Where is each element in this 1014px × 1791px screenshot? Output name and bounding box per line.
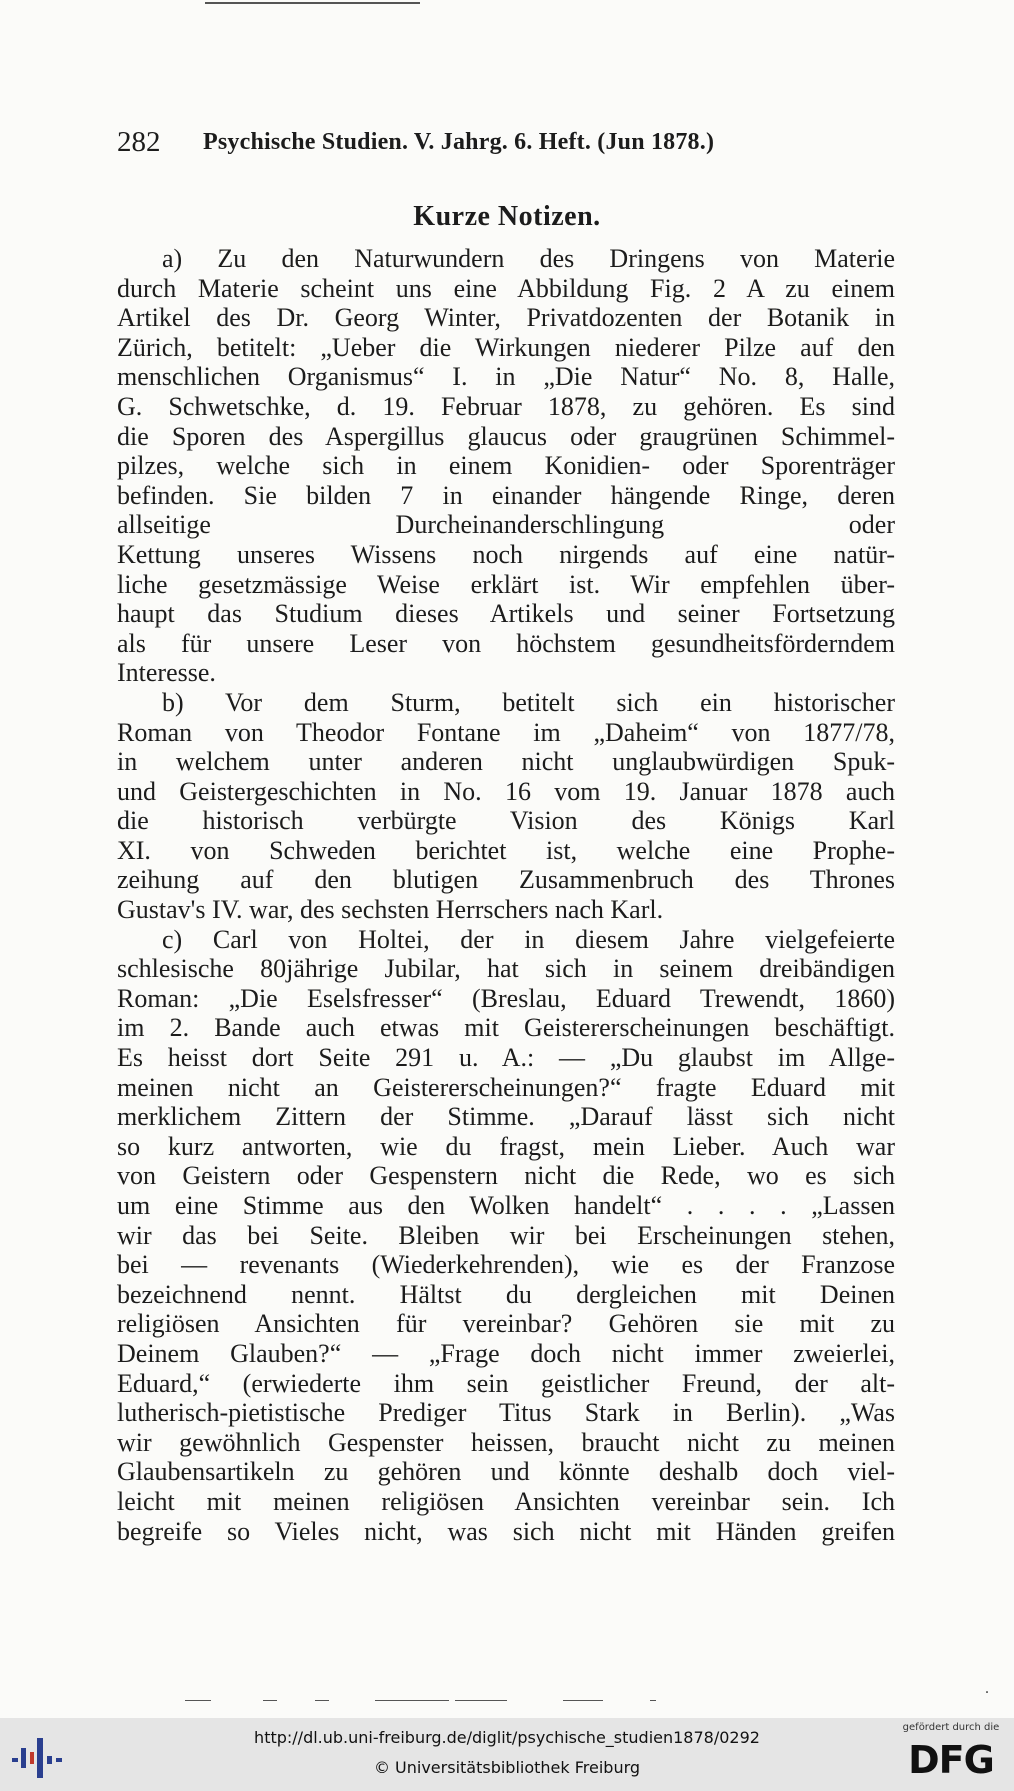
running-title: Psychische Studien. V. Jahrg. 6. Heft. (Jun 1878.) xyxy=(203,129,715,155)
page-number: 282 xyxy=(117,126,161,158)
scan-speck: . xyxy=(985,1680,989,1697)
text-line: b) Vor dem Sturm, betitelt sich ein historischer xyxy=(162,687,895,717)
text-line: merklichem Zittern der Stimme. „Darauf lässt sich nicht xyxy=(117,1102,895,1132)
text-line: durch Materie scheint uns eine Abbildung Fig. 2 A zu einem xyxy=(117,273,895,303)
text-line: begreife so Vieles nicht, was sich nicht mit Händen greifen xyxy=(117,1516,895,1546)
source-url-link[interactable]: http://dl.ub.uni-freiburg.de/diglit/psychische_studien1878/0292 xyxy=(254,1728,760,1747)
dfg-funding-badge xyxy=(893,1722,1009,1788)
text-line: bei — revenants (Wiederkehrenden), wie es der Franzose xyxy=(117,1250,895,1280)
copyright-notice: © Universitätsbibliothek Freiburg xyxy=(373,1758,641,1777)
text-line: im 2. Bande auch etwas mit Geistererscheinungen beschäftigt. xyxy=(117,1013,895,1043)
text-line: wir das bei Seite. Bleiben wir bei Erscheinungen stehen, xyxy=(117,1220,895,1250)
text-line: befinden. Sie bilden 7 in einander hängende Ringe, deren xyxy=(117,480,895,510)
text-line: die historisch verbürgte Vision des Königs Karl xyxy=(117,806,895,836)
text-line: Es heisst dort Seite 291 u. A.: — „Du glaubst im Allge- xyxy=(117,1043,895,1073)
text-line: Roman von Theodor Fontane im „Daheim“ von 1877/78, xyxy=(117,717,895,747)
text-line: Kettung unseres Wissens noch nirgends auf eine natür- xyxy=(117,539,895,569)
top-rule xyxy=(205,2,420,4)
text-line: Eduard,“ (erwiederte ihm sein geistlicher Freund, der alt- xyxy=(117,1368,895,1398)
text-line: so kurz antworten, wie du fragst, mein Lieber. Auch war xyxy=(117,1131,895,1161)
text-line: XI. von Schweden berichtet ist, welche eine Prophe- xyxy=(117,835,895,865)
page-header xyxy=(117,126,897,162)
text-line: haupt das Studium dieses Artikels und seiner Fortsetzung xyxy=(117,599,895,629)
text-line: pilzes, welche sich in einem Konidien- oder Sporenträger xyxy=(117,451,895,481)
body-text xyxy=(117,244,895,1546)
text-line: c) Carl von Holtei, der in diesem Jahre vielgefeierte xyxy=(162,924,895,954)
text-line: Artikel des Dr. Georg Winter, Privatdozenten der Botanik in xyxy=(117,303,895,333)
text-line: von Geistern oder Gespenstern nicht die Rede, wo es sich xyxy=(117,1161,895,1191)
text-line: in welchem unter anderen nicht unglaubwürdigen Spuk- xyxy=(117,747,895,777)
text-line: liche gesetzmässige Weise erklärt ist. Wir empfehlen über- xyxy=(117,569,895,599)
section-title: Kurze Notizen. xyxy=(413,201,601,232)
text-line: die Sporen des Aspergillus glaucus oder graugrünen Schimmel- xyxy=(117,421,895,451)
footer-rule-dashes xyxy=(185,1700,655,1704)
text-line: Glaubensartikeln zu gehören und könnte deshalb doch viel- xyxy=(117,1457,895,1487)
text-line: lutherisch-pietistische Prediger Titus Stark in Berlin). „Was xyxy=(117,1398,895,1428)
text-line: Gustav's IV. war, des sechsten Herrschers nach Karl. xyxy=(117,895,664,925)
text-line: a) Zu den Naturwundern des Dringens von Materie xyxy=(162,244,895,273)
text-line: bezeichnend nennt. Hältst du dergleichen mit Deinen xyxy=(117,1279,895,1309)
text-line: wir gewöhnlich Gespenster heissen, braucht nicht zu meinen xyxy=(117,1427,895,1457)
text-line: als für unsere Leser von höchstem gesundheitsförderndem xyxy=(117,628,895,658)
text-line: Roman: „Die Eselsfresser“ (Breslau, Eduard Trewendt, 1860) xyxy=(117,983,895,1013)
footer-bar xyxy=(0,1718,1014,1791)
text-line: um eine Stimme aus den Wolken handelt“ . . . . „Lassen xyxy=(117,1191,895,1220)
dfg-logo: DFG xyxy=(908,1738,994,1782)
dfg-caption: gefördert durch die xyxy=(902,1722,1000,1733)
text-line: schlesische 80jährige Jubilar, hat sich in seinem dreibändigen xyxy=(117,954,895,984)
text-line: allseitige Durcheinanderschlingung oder xyxy=(117,510,895,540)
text-line: Deinem Glauben?“ — „Frage doch nicht immer zweierlei, xyxy=(117,1338,895,1368)
text-line: leicht mit meinen religiösen Ansichten vereinbar sein. Ich xyxy=(117,1486,895,1516)
text-line: menschlichen Organismus“ I. in „Die Natur“ No. 8, Halle, xyxy=(117,362,895,392)
text-line: Interesse. xyxy=(117,658,216,688)
text-line: und Geistergeschichten in No. 16 vom 19. Januar 1878 auch xyxy=(117,776,895,806)
text-line: meinen nicht an Geistererscheinungen?“ fragte Eduard mit xyxy=(117,1072,895,1102)
text-line: religiösen Ansichten für vereinbar? Gehören sie mit zu xyxy=(117,1309,895,1339)
text-line: zeihung auf den blutigen Zusammenbruch des Thrones xyxy=(117,865,895,895)
text-line: Zürich, betitelt: „Ueber die Wirkungen niederer Pilze auf den xyxy=(117,332,895,362)
text-line: G. Schwetschke, d. 19. Februar 1878, zu gehören. Es sind xyxy=(117,391,895,421)
